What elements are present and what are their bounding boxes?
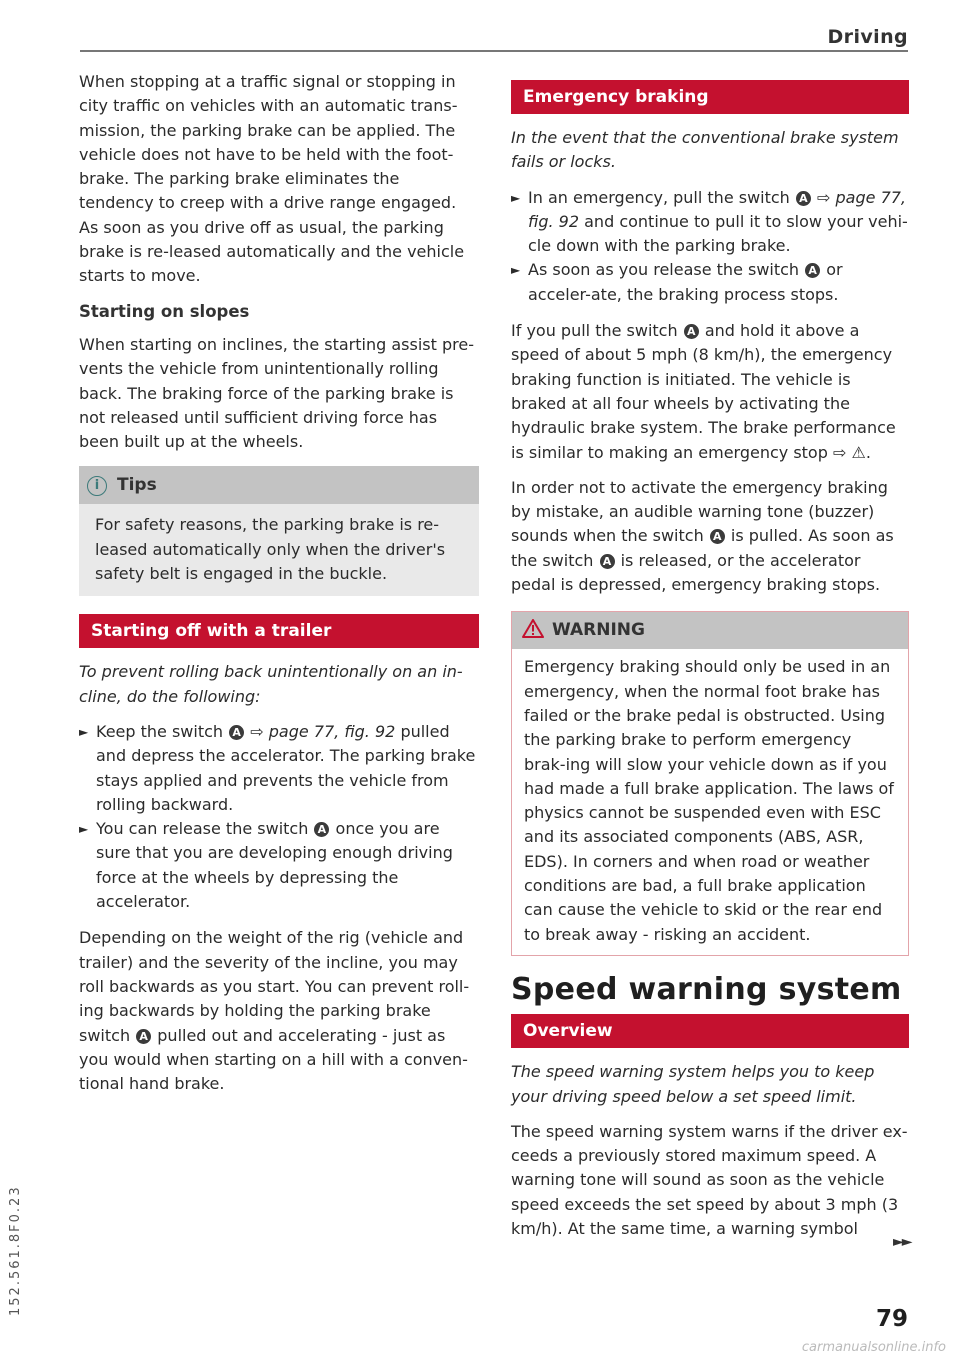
warning-header [512, 612, 908, 649]
bullet-arrow-icon: ► [79, 724, 89, 739]
speed-intro: The speed warning system helps you to keep your driving speed below a set speed limit. [511, 1062, 875, 1106]
speed-warning-paragraph: The speed warning system warns if the driver ex-ceeds a previously stored maximum speed. A warning tone will sound as soon as the vehicle speed exceeds the set speed by about 3 mph (3 km/h). At the same time, a warning symbol [511, 1121, 908, 1238]
warning-box [511, 611, 909, 956]
starting-on-slopes-heading: Starting on slopes [79, 301, 250, 321]
emergency-steps [511, 186, 909, 307]
switch-a-icon: A [229, 725, 244, 740]
trailer-section-title: Starting off with a trailer [79, 614, 479, 648]
arrow-ref-icon: ⇨ [832, 442, 847, 462]
buzzer-paragraph: In order not to activate the emergency braking by mistake, an audible warning tone (buzzer) sounds when the switch A is pulled. As soon as the switch A is released, or the accelerator pedal is depressed, emergency braking stops. [511, 477, 894, 595]
right-column [511, 70, 909, 1252]
speed-warning-heading: Speed warning system [511, 971, 902, 1007]
page-reference-link[interactable]: page 77, fig. 92 [528, 187, 907, 231]
emergency-braking-title: Emergency braking [511, 80, 909, 114]
bullet-arrow-icon: ► [79, 822, 89, 837]
switch-a-icon: A [805, 263, 820, 278]
switch-a-icon: A [600, 554, 615, 569]
warning-title: WARNING [552, 620, 645, 641]
warning-ref-icon[interactable]: ⚠ [851, 442, 866, 462]
page-number: 79 [875, 1306, 908, 1332]
bullet-arrow-icon: ► [511, 190, 521, 205]
warning-triangle-icon [522, 619, 544, 638]
tips-header [79, 466, 479, 504]
switch-a-icon: A [796, 191, 811, 206]
trailer-steps [79, 720, 479, 914]
arrow-ref-icon: ⇨ [817, 187, 831, 207]
tips-box [79, 466, 479, 596]
tips-title: Tips [117, 475, 157, 496]
header-rule [80, 50, 908, 52]
list-item: ► You can release the switch A once you are sure that you are developing enough driving force at the wheels by depressing the accelerator. [79, 819, 453, 912]
switch-a-icon: A [684, 324, 699, 339]
arrow-ref-icon: ⇨ [250, 721, 264, 741]
continue-arrow-icon: ►► [893, 1234, 911, 1250]
list-item: ► In an emergency, pull the switch A ⇨ page 77, fig. 92 and continue to pull it to slow your vehi-cle down with the parking brake. [511, 187, 908, 256]
bullet-arrow-icon: ► [511, 263, 521, 278]
switch-a-icon: A [710, 529, 725, 544]
switch-a-icon: A [136, 1029, 151, 1044]
list-item: ► Keep the switch A ⇨ page 77, fig. 92 pulled and depress the accelerator. The parking brake stays applied and prevents the vehicle from rolling backward. [79, 721, 476, 814]
starting-assist-paragraph: When starting on inclines, the starting assist pre-vents the vehicle from unintentionally rolling back. The braking force of the parking brake is not released until sufficient driving force has been built up at the wheels. [79, 334, 474, 452]
footer-watermark: carmanualsonline.info [801, 1340, 946, 1355]
tips-text: For safety reasons, the parking brake is re-leased automatically only when the driver's safety belt is engaged in the buckle. [95, 515, 446, 584]
info-icon: i [87, 476, 107, 496]
switch-a-icon: A [314, 822, 329, 837]
emergency-function-paragraph: If you pull the switch A and hold it above a speed of about 5 mph (8 km/h), the emergency braking function is initiated. The vehicle is braked at all four wheels by activating the hydraulic brake system. The brake performance is similar to making an emergency stop ⇨ ⚠. [511, 321, 896, 462]
trailer-intro: To prevent rolling back unintentionally on an in-cline, do the following: [79, 662, 463, 706]
rig-weight-paragraph: Depending on the weight of the rig (vehicle and trailer) and the severity of the incline, you may roll backwards as you start. You can prevent roll-ing backwards by holding the parking brake switch A pulled out and accelerating - just as you would when starting on a hill with a conven-tional hand brake. [79, 928, 470, 1094]
document-code: 152.561.8F0.23 [8, 1185, 23, 1316]
page-reference-link[interactable]: page 77, fig. 92 [268, 721, 396, 741]
emergency-intro: In the event that the conventional brake system fails or locks. [511, 128, 899, 172]
list-item: ► As soon as you release the switch A or acceler-ate, the braking process stops. [511, 260, 843, 304]
overview-title: Overview [511, 1014, 909, 1048]
section-header: Driving [827, 26, 908, 48]
left-column [79, 70, 479, 1107]
parking-brake-paragraph: When stopping at a traffic signal or stopping in city traffic on vehicles with an automatic trans-mission, the parking brake can be applied. The vehicle does not have to be held with the foot-brake. The parking brake eliminates the tendency to creep with a drive range engaged. As soon as you drive off as usual, the parking brake is re-leased automatically and the vehicle starts to move. [79, 72, 465, 286]
warning-text: Emergency braking should only be used in an emergency, when the normal foot brake has failed or the brake pedal is obstructed. Using the parking brake to perform emergency brak-ing will slow your vehicle down as if you had made a full brake application. The laws of physics cannot be suspended even with ESC and its associated components (ABS, ASR, EDS). In corners and when road or weather conditions are bad, a full brake application can cause the vehicle to skid or the rear end to break away - risking an accident. [524, 657, 894, 944]
